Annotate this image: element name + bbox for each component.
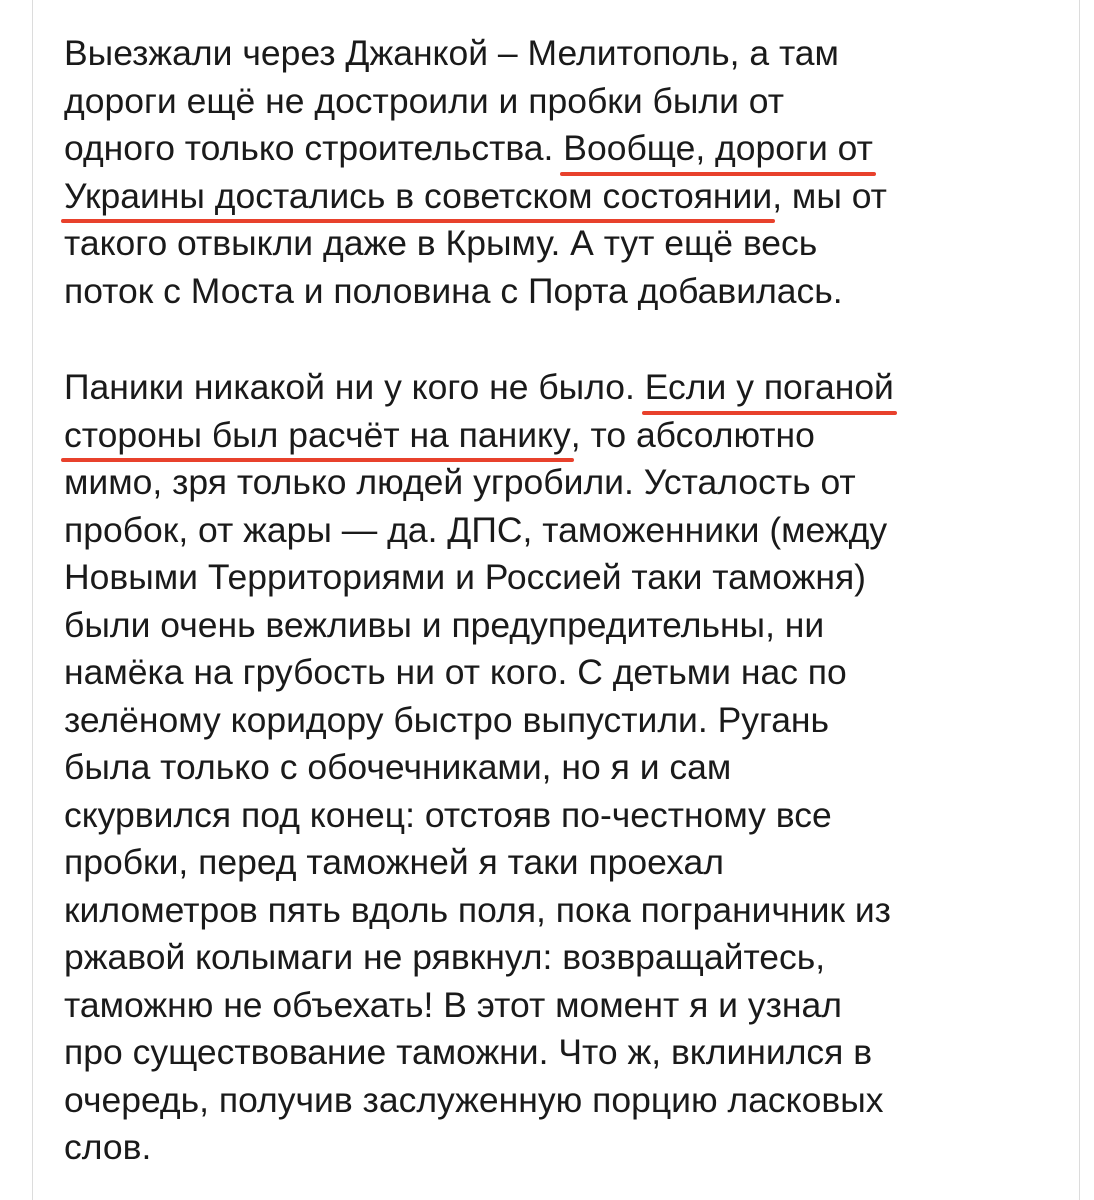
paragraph-1 — [64, 30, 1054, 315]
text-line — [64, 125, 1054, 173]
text-line: такого отвыкли даже в Крыму. А тут ещё весь — [64, 223, 818, 263]
text-line: ржавой колымаги не рявкнул: возвращайтесь, — [64, 937, 826, 977]
text-line: скурвился под конец: отстояв по-честному все — [64, 794, 832, 835]
text-line — [64, 364, 1054, 412]
highlighted-phrase: Если у поганой — [645, 364, 894, 412]
highlighted-phrase: Украины достались в советском состоянии — [64, 173, 772, 221]
text-line: намёка на грубость ни от кого. С детьми нас по — [64, 652, 847, 692]
text-segment: одного только строительства. — [64, 128, 564, 168]
highlighted-phrase: стороны был расчёт на панику — [64, 412, 571, 460]
text-segment: , то абсолютно — [570, 414, 815, 455]
text-line: мимо, зря только людей угробили. Усталость от — [64, 462, 856, 502]
text-line: про существование таможни. Что ж, вклинился в — [64, 1032, 873, 1072]
highlighted-phrase: Вообще, дороги от — [563, 125, 873, 173]
text-line: пробки, перед таможней я таки проехал — [64, 842, 724, 882]
text-line: пробок, от жары — да. ДПС, таможенники (между — [64, 509, 888, 550]
text-line: зелёному коридору быстро выпустили. Ругань — [64, 699, 830, 740]
text-segment: , мы от — [772, 175, 887, 216]
text-line: слов. — [64, 1127, 152, 1167]
paragraph-2 — [64, 364, 1054, 1172]
text-line: Выезжали через Джанкой – Мелитополь, а там — [64, 33, 839, 73]
text-line: была только с обочечниками, но я и сам — [64, 747, 732, 787]
text-line: таможню не объехать! В этот момент я и узнал — [64, 984, 842, 1025]
text-segment: Паники никакой ни у кого не было. — [64, 367, 645, 407]
text-line: километров пять вдоль поля, пока пограничник из — [64, 889, 891, 930]
text-line: очередь, получив заслуженную порцию ласковых — [64, 1079, 884, 1120]
text-line — [64, 412, 1054, 460]
text-line: поток с Моста и половина с Порта добавилась. — [64, 270, 843, 311]
text-line: были очень вежливы и предупредительны, ни — [64, 604, 825, 645]
text-line — [64, 173, 1054, 221]
text-line: Новыми Территориями и Россией таки таможня) — [64, 557, 867, 597]
text-line: дороги ещё не достроили и пробки были от — [64, 80, 784, 121]
